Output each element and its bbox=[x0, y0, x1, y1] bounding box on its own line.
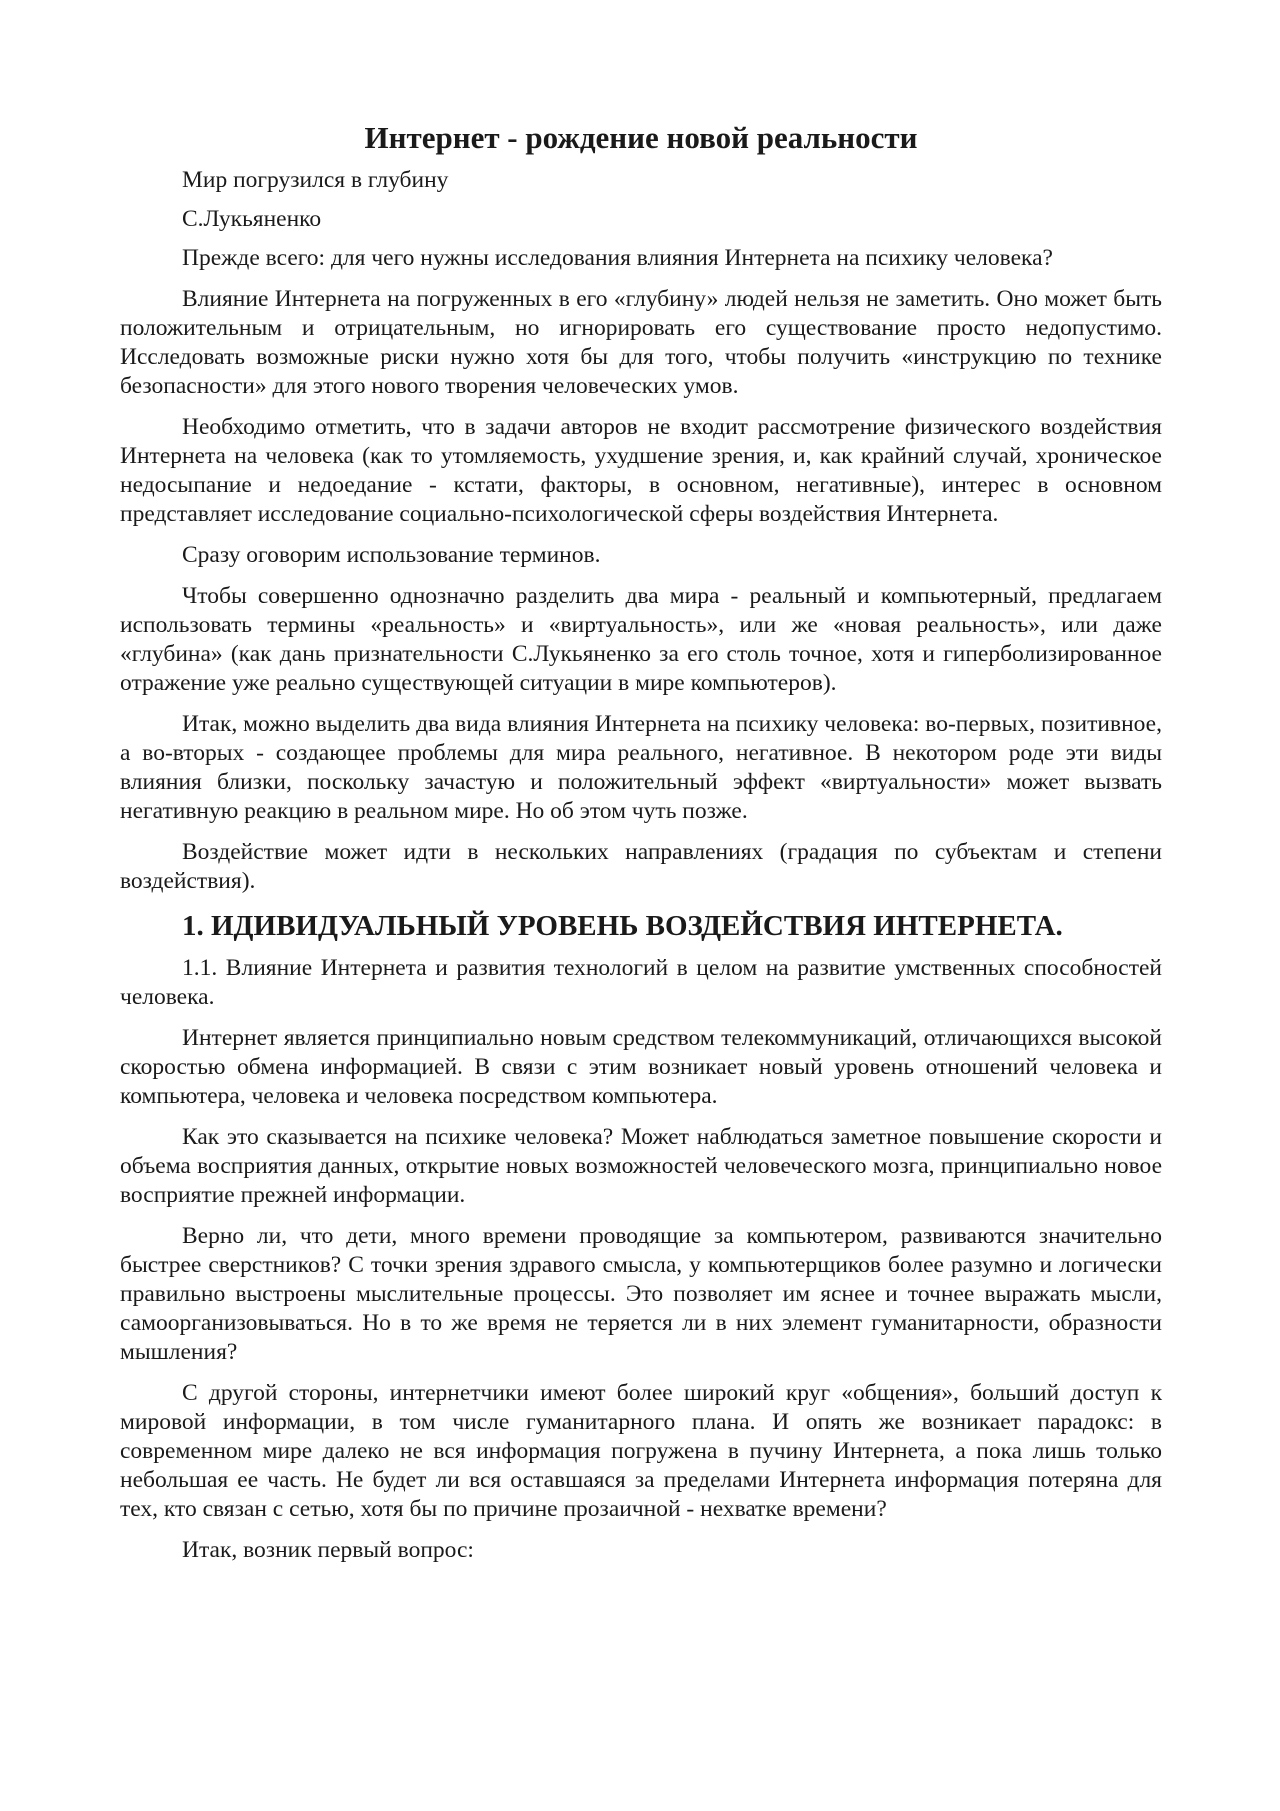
section-paragraph: С другой стороны, интернетчики имеют более широкий круг «общения», больший доступ к мировой информации, в том числе гуманитарного плана. И опять же возникает парадокс: в современном мире далеко не вся информация погружена в пучину Интернета, а пока лишь только небольшая ее часть. Не будет ли вся оставшаяся за пределами Интернета информация потеряна для тех, кто связан с сетью, хотя бы по причине прозаичной - нехватке времени? bbox=[120, 1380, 1162, 1522]
section-paragraph: Как это сказывается на психике человека? Может наблюдаться заметное повышение скорости и объема восприятия данных, открытие новых возможностей человеческого мозга, принципиально новое восприятие прежней информации. bbox=[120, 1124, 1162, 1208]
intro-paragraph: Воздействие может идти в нескольких направлениях (градация по субъектам и степени воздействия). bbox=[120, 839, 1162, 894]
section-heading: 1. ИДИВИДУАЛЬНЫЙ УРОВЕНЬ ВОЗДЕЙСТВИЯ ИНТЕРНЕТА. bbox=[182, 910, 1063, 942]
section-paragraph: 1.1. Влияние Интернета и развития технологий в целом на развитие умственных способностей человека. bbox=[120, 955, 1162, 1010]
section-paragraph: Верно ли, что дети, много времени проводящие за компьютером, развиваются значительно быстрее сверстников? С точки зрения здравого смысла, у компьютерщиков более разумно и логически правильно выстроены мыслительные процессы. Это позволяет им яснее и точнее выражать мысли, самоорганизовываться. Но в то же время не теряется ли в них элемент гуманитарности, образности мышления? bbox=[120, 1223, 1162, 1365]
document-title: Интернет - рождение новой реальности bbox=[364, 120, 918, 155]
intro-paragraph: Сразу оговорим использование терминов. bbox=[182, 542, 601, 568]
intro-paragraph: Необходимо отметить, что в задачи авторов не входит рассмотрение физического воздействия Интернета на человека (как то утомляемость, ухудшение зрения, и, как крайний случай, хроническое недосыпание и недоедание - кстати, факторы, в основном, негативные), интерес в основном представляет исследование социально-психологической сферы воздействия Интернета. bbox=[120, 414, 1162, 527]
intro-paragraph: Влияние Интернета на погруженных в его «глубину» людей нельзя не заметить. Оно может быть положительным и отрицательным, но игнорировать его существование просто недопустимо. Исследовать возможные риски нужно хотя бы для того, чтобы получить «инструкцию по технике безопасности» для этого нового творения человеческих умов. bbox=[120, 286, 1162, 399]
section-paragraph: Итак, возник первый вопрос: bbox=[182, 1537, 474, 1563]
intro-paragraph: Чтобы совершенно однозначно разделить два мира - реальный и компьютерный, предлагаем использовать термины «реальность» и «виртуальность», или же «новая реальность», или даже «глубина» (как дань признательности С.Лукьяненко за его столь точное, хотя и гиперболизированное отражение уже реально существующей ситуации в мире компьютеров). bbox=[120, 583, 1162, 696]
intro-paragraph: Прежде всего: для чего нужны исследования влияния Интернета на психику человека? bbox=[182, 245, 1053, 271]
intro-paragraph: Итак, можно выделить два вида влияния Интернета на психику человека: во-первых, позитивное, а во-вторых - создающее проблемы для мира реального, негативное. В некотором роде эти виды влияния близки, поскольку зачастую и положительный эффект «виртуальности» может вызвать негативную реакцию в реальном мире. Но об этом чуть позже. bbox=[120, 711, 1162, 824]
epigraph-author: С.Лукьяненко bbox=[182, 206, 322, 232]
document-page bbox=[120, 118, 1162, 1577]
epigraph-quote: Мир погрузился в глубину bbox=[182, 167, 449, 193]
section-paragraph: Интернет является принципиально новым средством телекоммуникаций, отличающихся высокой скоростью обмена информацией. В связи с этим возникает новый уровень отношений человека и компьютера, человека и человека посредством компьютера. bbox=[120, 1025, 1162, 1109]
